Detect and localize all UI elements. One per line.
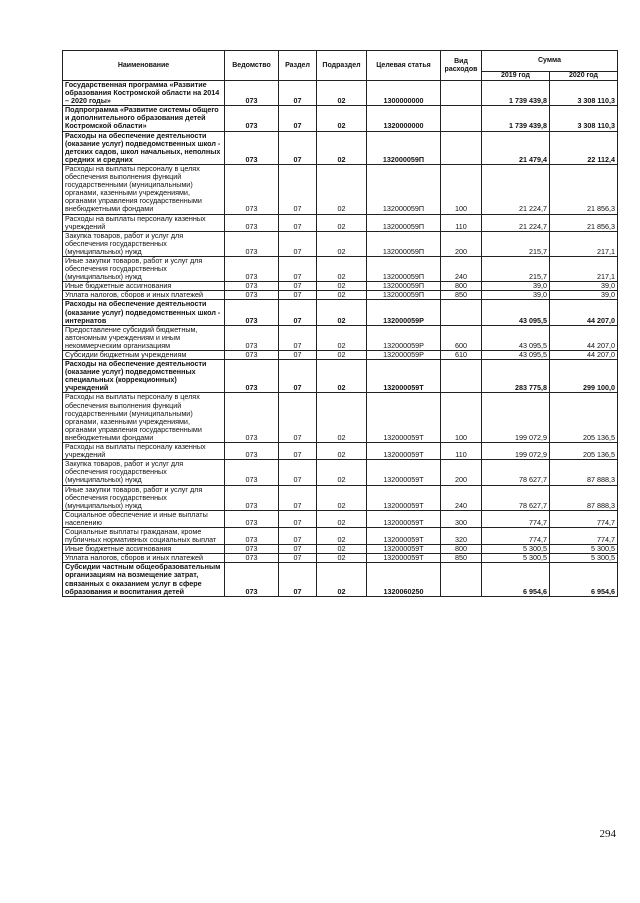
cell-amount-2019: 199 072,9: [482, 393, 550, 443]
cell-amount-2019: 1 739 439,8: [482, 81, 550, 106]
cell-department: 073: [225, 300, 279, 325]
cell-subsection: 02: [317, 527, 367, 544]
cell-expense-type: 600: [441, 325, 482, 350]
cell-department: 073: [225, 231, 279, 256]
cell-section: 07: [279, 563, 317, 596]
cell-department: 073: [225, 106, 279, 131]
cell-amount-2019: 774,7: [482, 527, 550, 544]
table-row: [63, 81, 618, 106]
cell-department: 073: [225, 214, 279, 231]
cell-name: Уплата налогов, сборов и иных платежей: [63, 291, 225, 300]
cell-name: Расходы на обеспечение деятельности (оказание услуг) подведомственных школ - детских садов, школ начальных, неполных средних и средних: [63, 131, 225, 164]
cell-subsection: 02: [317, 325, 367, 350]
cell-section: 07: [279, 443, 317, 460]
cell-section: 07: [279, 510, 317, 527]
cell-department: 073: [225, 131, 279, 164]
cell-expense-type: [441, 81, 482, 106]
cell-expense-type: 110: [441, 443, 482, 460]
cell-amount-2020: 5 300,5: [550, 545, 618, 554]
cell-amount-2020: 3 308 110,3: [550, 81, 618, 106]
cell-amount-2020: 6 954,6: [550, 563, 618, 596]
cell-amount-2019: 283 775,8: [482, 360, 550, 393]
table-row: [63, 214, 618, 231]
cell-amount-2020: 44 207,0: [550, 351, 618, 360]
cell-name: Расходы на выплаты персоналу в целях обеспечения выполнения функций государственными (муниципальными) органами, казенными учреждениями, органами управления государственными внебюджетными фондами: [63, 164, 225, 214]
cell-amount-2019: 199 072,9: [482, 443, 550, 460]
cell-department: 073: [225, 164, 279, 214]
cell-name: Предоставление субсидий бюджетным, автономным учреждениям и иным некоммерческим организациям: [63, 325, 225, 350]
cell-subsection: 02: [317, 231, 367, 256]
table-row: [63, 325, 618, 350]
cell-name: Иные бюджетные ассигнования: [63, 282, 225, 291]
cell-subsection: 02: [317, 214, 367, 231]
cell-expense-type: 800: [441, 282, 482, 291]
budget-table: [62, 50, 618, 597]
header-year-2020: 2020 год: [550, 72, 618, 81]
cell-target: 132000059Т: [367, 485, 441, 510]
cell-department: 073: [225, 460, 279, 485]
cell-section: 07: [279, 360, 317, 393]
table-row: [63, 527, 618, 544]
cell-target: 132000059Т: [367, 510, 441, 527]
cell-department: 073: [225, 527, 279, 544]
cell-target: 132000059П: [367, 282, 441, 291]
table-row: [63, 360, 618, 393]
table-row: [63, 443, 618, 460]
cell-target: 132000059Р: [367, 351, 441, 360]
cell-target: 1320060250: [367, 563, 441, 596]
cell-amount-2020: 21 856,3: [550, 214, 618, 231]
cell-target: 132000059П: [367, 291, 441, 300]
table-row: [63, 300, 618, 325]
header-subsection: Подраздел: [317, 51, 367, 81]
cell-target: 132000059П: [367, 231, 441, 256]
cell-amount-2020: 217,1: [550, 231, 618, 256]
budget-table-container: [62, 50, 617, 597]
cell-section: 07: [279, 485, 317, 510]
cell-name: Закупка товаров, работ и услуг для обеспечения государственных (муниципальных) нужд: [63, 460, 225, 485]
cell-target: 132000059Т: [367, 545, 441, 554]
cell-expense-type: [441, 106, 482, 131]
cell-target: 132000059Т: [367, 527, 441, 544]
cell-target: 1320000000: [367, 106, 441, 131]
cell-target: 132000059П: [367, 131, 441, 164]
cell-target: 1300000000: [367, 81, 441, 106]
cell-expense-type: 850: [441, 291, 482, 300]
cell-section: 07: [279, 554, 317, 563]
cell-amount-2019: 39,0: [482, 282, 550, 291]
cell-subsection: 02: [317, 282, 367, 291]
cell-subsection: 02: [317, 81, 367, 106]
cell-section: 07: [279, 300, 317, 325]
cell-section: 07: [279, 393, 317, 443]
cell-section: 07: [279, 231, 317, 256]
cell-department: 073: [225, 545, 279, 554]
cell-department: 073: [225, 81, 279, 106]
cell-subsection: 02: [317, 460, 367, 485]
cell-name: Социальное обеспечение и иные выплаты населению: [63, 510, 225, 527]
cell-subsection: 02: [317, 106, 367, 131]
cell-amount-2020: 44 207,0: [550, 325, 618, 350]
cell-amount-2020: 3 308 110,3: [550, 106, 618, 131]
cell-amount-2019: 43 095,5: [482, 351, 550, 360]
cell-subsection: 02: [317, 131, 367, 164]
cell-subsection: 02: [317, 164, 367, 214]
cell-amount-2019: 21 224,7: [482, 164, 550, 214]
table-row: [63, 106, 618, 131]
header-department: Ведомство: [225, 51, 279, 81]
cell-amount-2019: 43 095,5: [482, 325, 550, 350]
cell-expense-type: 110: [441, 214, 482, 231]
cell-amount-2020: 205 136,5: [550, 443, 618, 460]
cell-amount-2019: 39,0: [482, 291, 550, 300]
cell-subsection: 02: [317, 256, 367, 281]
cell-target: 132000059Т: [367, 460, 441, 485]
table-row: [63, 282, 618, 291]
cell-name: Субсидии частным общеобразовательным организациям на возмещение затрат, связанных с оказанием услуг в сфере образования и воспитания детей: [63, 563, 225, 596]
page-number: 294: [599, 828, 616, 840]
table-row: [63, 563, 618, 596]
cell-name: Субсидии бюджетным учреждениям: [63, 351, 225, 360]
cell-expense-type: 240: [441, 256, 482, 281]
cell-amount-2019: 5 300,5: [482, 554, 550, 563]
cell-amount-2020: 39,0: [550, 282, 618, 291]
cell-subsection: 02: [317, 360, 367, 393]
cell-expense-type: 800: [441, 545, 482, 554]
cell-subsection: 02: [317, 545, 367, 554]
cell-subsection: 02: [317, 300, 367, 325]
cell-department: 073: [225, 510, 279, 527]
cell-expense-type: 100: [441, 164, 482, 214]
header-expense-type: Вид расходов: [441, 51, 482, 81]
cell-section: 07: [279, 291, 317, 300]
cell-target: 132000059Т: [367, 393, 441, 443]
cell-amount-2019: 774,7: [482, 510, 550, 527]
cell-expense-type: 200: [441, 231, 482, 256]
cell-name: Государственная программа «Развитие образования Костромской области на 2014 – 2020 годы»: [63, 81, 225, 106]
cell-amount-2020: 205 136,5: [550, 393, 618, 443]
cell-amount-2020: 87 888,3: [550, 485, 618, 510]
cell-amount-2020: 22 112,4: [550, 131, 618, 164]
cell-name: Расходы на выплаты персоналу в целях обеспечения выполнения функций государственными (муниципальными) органами, казенными учреждениями, органами управления государственными внебюджетными фондами: [63, 393, 225, 443]
table-row: [63, 554, 618, 563]
table-row: [63, 256, 618, 281]
cell-amount-2020: 5 300,5: [550, 554, 618, 563]
table-row: [63, 291, 618, 300]
cell-amount-2019: 78 627,7: [482, 460, 550, 485]
cell-amount-2019: 1 739 439,8: [482, 106, 550, 131]
cell-amount-2020: 217,1: [550, 256, 618, 281]
header-target: Целевая статья: [367, 51, 441, 81]
cell-subsection: 02: [317, 554, 367, 563]
cell-name: Расходы на выплаты персоналу казенных учреждений: [63, 443, 225, 460]
cell-amount-2019: 215,7: [482, 256, 550, 281]
cell-department: 073: [225, 360, 279, 393]
cell-target: 132000059Т: [367, 360, 441, 393]
cell-amount-2019: 43 095,5: [482, 300, 550, 325]
cell-expense-type: 100: [441, 393, 482, 443]
cell-amount-2020: 39,0: [550, 291, 618, 300]
cell-department: 073: [225, 563, 279, 596]
table-row: [63, 460, 618, 485]
cell-subsection: 02: [317, 563, 367, 596]
cell-section: 07: [279, 164, 317, 214]
cell-expense-type: 610: [441, 351, 482, 360]
cell-section: 07: [279, 351, 317, 360]
cell-section: 07: [279, 545, 317, 554]
cell-section: 07: [279, 282, 317, 291]
cell-department: 073: [225, 443, 279, 460]
table-row: [63, 231, 618, 256]
cell-target: 132000059Т: [367, 443, 441, 460]
cell-subsection: 02: [317, 291, 367, 300]
cell-target: 132000059П: [367, 214, 441, 231]
header-year-2019: 2019 год: [482, 72, 550, 81]
table-row: [63, 351, 618, 360]
table-row: [63, 131, 618, 164]
cell-section: 07: [279, 106, 317, 131]
cell-subsection: 02: [317, 393, 367, 443]
cell-department: 073: [225, 485, 279, 510]
cell-expense-type: 320: [441, 527, 482, 544]
table-row: [63, 545, 618, 554]
cell-department: 073: [225, 325, 279, 350]
cell-department: 073: [225, 282, 279, 291]
cell-expense-type: [441, 131, 482, 164]
table-row: [63, 393, 618, 443]
cell-department: 073: [225, 351, 279, 360]
cell-amount-2020: 44 207,0: [550, 300, 618, 325]
cell-section: 07: [279, 214, 317, 231]
cell-section: 07: [279, 460, 317, 485]
cell-name: Расходы на обеспечение деятельности (оказание услуг) подведомственных специальных (коррекционных) учреждений: [63, 360, 225, 393]
cell-name: Иные закупки товаров, работ и услуг для обеспечения государственных (муниципальных) нужд: [63, 485, 225, 510]
cell-section: 07: [279, 527, 317, 544]
cell-target: 132000059П: [367, 256, 441, 281]
cell-amount-2020: 774,7: [550, 527, 618, 544]
cell-name: Социальные выплаты гражданам, кроме публичных нормативных социальных выплат: [63, 527, 225, 544]
cell-target: 132000059Р: [367, 325, 441, 350]
cell-expense-type: 300: [441, 510, 482, 527]
cell-section: 07: [279, 81, 317, 106]
cell-department: 073: [225, 256, 279, 281]
cell-amount-2020: 87 888,3: [550, 460, 618, 485]
cell-subsection: 02: [317, 443, 367, 460]
cell-name: Расходы на обеспечение деятельности (оказание услуг) подведомственных школ - интернатов: [63, 300, 225, 325]
cell-target: 132000059П: [367, 164, 441, 214]
cell-expense-type: [441, 563, 482, 596]
header-name: Наименование: [63, 51, 225, 81]
cell-department: 073: [225, 554, 279, 563]
cell-amount-2019: 5 300,5: [482, 545, 550, 554]
cell-department: 073: [225, 393, 279, 443]
cell-amount-2020: 774,7: [550, 510, 618, 527]
cell-amount-2019: 215,7: [482, 231, 550, 256]
cell-name: Закупка товаров, работ и услуг для обеспечения государственных (муниципальных) нужд: [63, 231, 225, 256]
cell-name: Подпрограмма «Развитие системы общего и дополнительного образования детей Костромской области»: [63, 106, 225, 131]
cell-subsection: 02: [317, 351, 367, 360]
cell-expense-type: 850: [441, 554, 482, 563]
cell-target: 132000059Р: [367, 300, 441, 325]
header-section: Раздел: [279, 51, 317, 81]
cell-section: 07: [279, 256, 317, 281]
cell-name: Расходы на выплаты персоналу казенных учреждений: [63, 214, 225, 231]
cell-department: 073: [225, 291, 279, 300]
header-amount: Сумма: [482, 51, 618, 72]
cell-target: 132000059Т: [367, 554, 441, 563]
cell-subsection: 02: [317, 485, 367, 510]
cell-amount-2019: 21 479,4: [482, 131, 550, 164]
table-row: [63, 485, 618, 510]
cell-expense-type: [441, 360, 482, 393]
table-row: [63, 510, 618, 527]
cell-expense-type: 240: [441, 485, 482, 510]
table-body: [63, 81, 618, 597]
cell-subsection: 02: [317, 510, 367, 527]
table-row: [63, 164, 618, 214]
cell-amount-2019: 21 224,7: [482, 214, 550, 231]
cell-amount-2020: 299 100,0: [550, 360, 618, 393]
cell-expense-type: 200: [441, 460, 482, 485]
cell-section: 07: [279, 131, 317, 164]
cell-amount-2019: 6 954,6: [482, 563, 550, 596]
cell-name: Иные закупки товаров, работ и услуг для обеспечения государственных (муниципальных) нужд: [63, 256, 225, 281]
cell-amount-2019: 78 627,7: [482, 485, 550, 510]
cell-name: Уплата налогов, сборов и иных платежей: [63, 554, 225, 563]
cell-expense-type: [441, 300, 482, 325]
cell-section: 07: [279, 325, 317, 350]
cell-name: Иные бюджетные ассигнования: [63, 545, 225, 554]
cell-amount-2020: 21 856,3: [550, 164, 618, 214]
